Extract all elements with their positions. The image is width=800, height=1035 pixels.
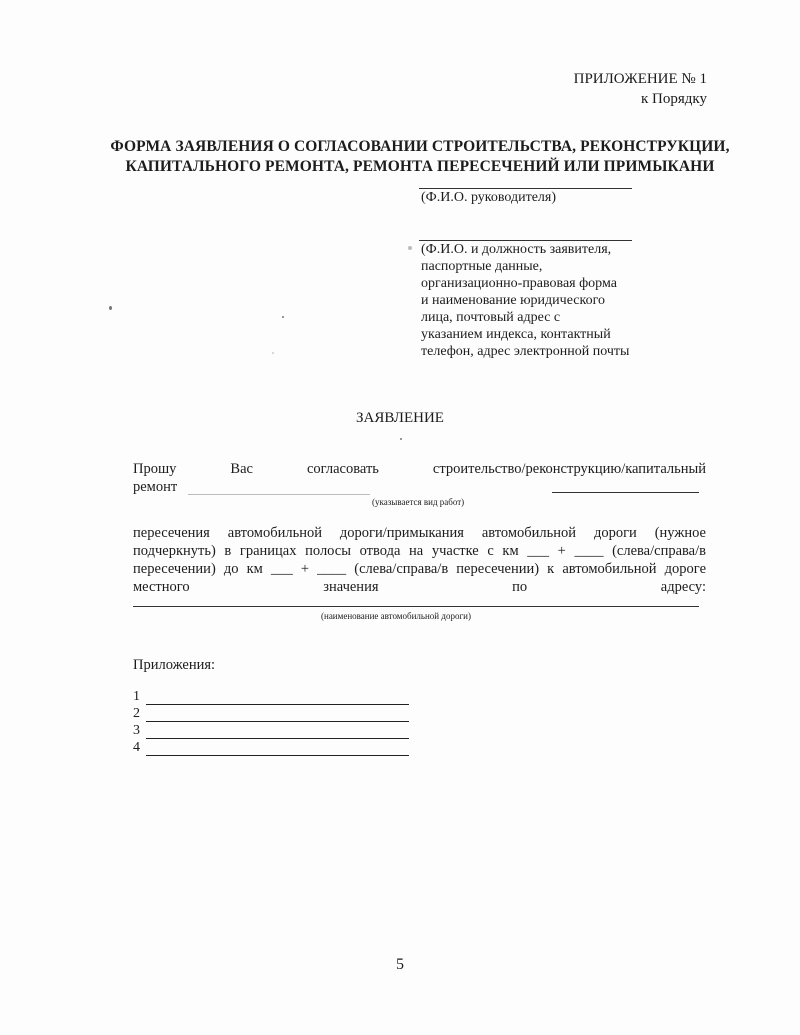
attachment-line bbox=[146, 738, 409, 739]
request-row-1 bbox=[133, 460, 706, 478]
applicant-caption-line: указанием индекса, контактный bbox=[421, 327, 611, 342]
attachments-label: Приложения: bbox=[133, 657, 216, 673]
applicant-caption-line: телефон, адрес электронной почты bbox=[421, 344, 630, 359]
appendix-reference: к Порядку bbox=[641, 91, 707, 107]
scan-speck bbox=[408, 246, 412, 250]
applicant-details-caption bbox=[421, 241, 629, 360]
road-name-caption: (наименование автомобильной дороги) bbox=[321, 611, 471, 621]
work-type-faint-line bbox=[188, 494, 370, 495]
attachment-number: 1 bbox=[133, 689, 140, 704]
work-type-caption: (указывается вид работ) bbox=[372, 497, 465, 507]
statement-title: ЗАЯВЛЕНИЕ bbox=[356, 410, 444, 426]
paragraph-line-1: пересечения автомобильной дороги/примыкания автомобильной дороги (нужное bbox=[133, 525, 706, 541]
attachment-line bbox=[146, 721, 409, 722]
request-word: согласовать bbox=[306, 461, 379, 477]
paragraph-word: по bbox=[512, 579, 528, 595]
head-name-caption: (Ф.И.О. руководителя) bbox=[421, 190, 556, 205]
work-type-line bbox=[552, 492, 699, 493]
scan-speck bbox=[400, 438, 402, 440]
paragraph-word: местного bbox=[133, 579, 190, 595]
attachment-line bbox=[146, 755, 409, 756]
road-name-line bbox=[133, 606, 699, 607]
applicant-caption-line: паспортные данные, bbox=[421, 259, 543, 274]
attachment-number: 2 bbox=[133, 706, 140, 721]
paragraph-line-4 bbox=[133, 578, 706, 596]
request-word: Прошу bbox=[133, 461, 177, 477]
applicant-caption-line: и наименование юридического bbox=[421, 293, 605, 308]
scan-speck bbox=[282, 316, 284, 318]
paragraph-word: адресу: bbox=[660, 579, 706, 595]
applicant-caption-line: организационно-правовая форма bbox=[421, 276, 617, 291]
paragraph-word: значения bbox=[323, 579, 379, 595]
appendix-header bbox=[574, 69, 707, 109]
page-number: 5 bbox=[396, 956, 404, 973]
attachment-number: 4 bbox=[133, 740, 140, 755]
form-title-line-1: ФОРМА ЗАЯВЛЕНИЯ О СОГЛАСОВАНИИ СТРОИТЕЛЬСТВА, РЕКОНСТРУКЦИИ, bbox=[110, 138, 730, 155]
request-word: строительство/реконструкцию/капитальный bbox=[432, 461, 706, 477]
scan-speck bbox=[272, 352, 274, 354]
attachment-number: 3 bbox=[133, 723, 140, 738]
scan-speck bbox=[109, 306, 112, 310]
applicant-caption-line: лица, почтовый адрес с bbox=[421, 310, 561, 325]
applicant-caption-line: (Ф.И.О. и должность заявителя, bbox=[421, 242, 612, 257]
request-word: Вас bbox=[230, 461, 253, 477]
attachment-line bbox=[146, 704, 409, 705]
appendix-number: ПРИЛОЖЕНИЕ № 1 bbox=[573, 71, 707, 87]
paragraph-line-2: подчеркнуть) в границах полосы отвода на участке с км ___ + ____ (слева/справа/в bbox=[133, 543, 706, 559]
form-title-line-2: КАПИТАЛЬНОГО РЕМОНТА, РЕМОНТА ПЕРЕСЕЧЕНИЙ ИЛИ ПРИМЫКАНИ bbox=[125, 158, 715, 175]
form-title bbox=[110, 137, 730, 177]
request-row-2-word: ремонт bbox=[133, 479, 178, 495]
paragraph-line-3: пересечении) до км ___ + ____ (слева/справа/в пересечении) к автомобильной дороге bbox=[133, 561, 706, 577]
